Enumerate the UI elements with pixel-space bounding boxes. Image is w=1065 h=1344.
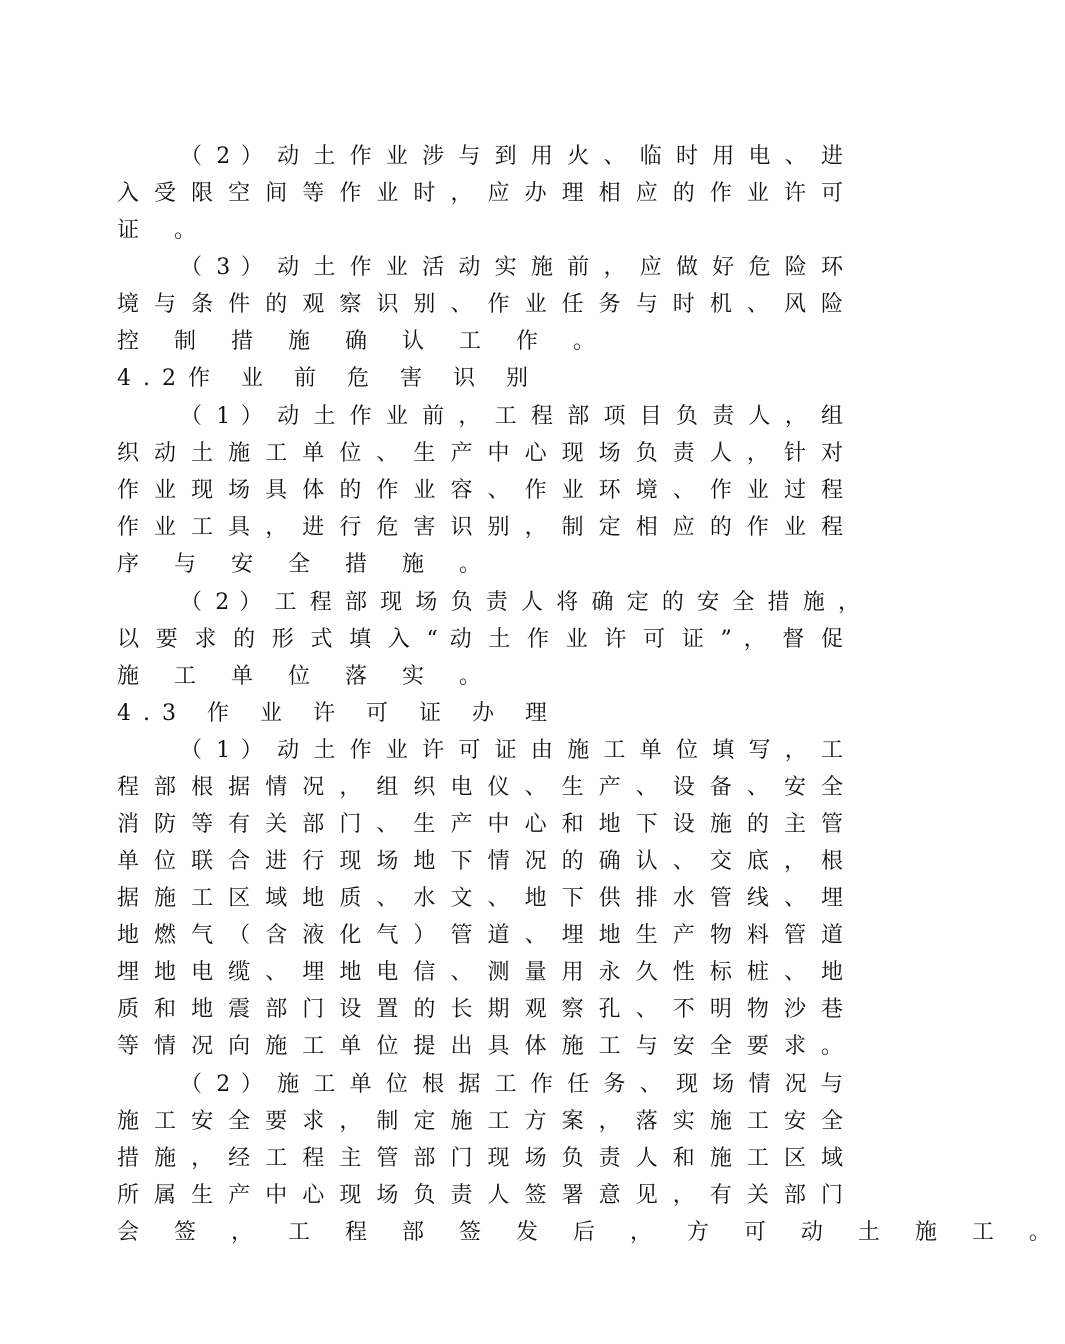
text-line: 施 工 单 位 落 实 。 [117, 664, 495, 689]
text-line: 等 情 况 向 施 工 单 位 提 出 具 体 施 工 与 安 全 要 求 。 [117, 1034, 843, 1059]
text-line: 据 施 工 区 域 地 质 、 水 文 、 地 下 供 排 水 管 线 、 埋 [117, 886, 843, 911]
text-line: 埋 地 电 缆 、 埋 地 电 信 、 测 量 用 永 久 性 标 桩 、 地 [117, 960, 843, 985]
text-line: 地 燃 气 （ 含 液 化 气 ） 管 道 、 埋 地 生 产 物 料 管 道 [117, 923, 843, 948]
text-line: 所 属 生 产 中 心 现 场 负 责 人 签 署 意 见 ， 有 关 部 门 [117, 1183, 843, 1208]
text-line: 入 受 限 空 间 等 作 业 时 ， 应 办 理 相 应 的 作 业 许 可 [117, 181, 843, 206]
text-line: 质 和 地 震 部 门 设 置 的 长 期 观 察 孔 、 不 明 物 沙 巷 [117, 997, 843, 1022]
text-line: （ 2 ） 施 工 单 位 根 据 工 作 任 务 、 现 场 情 况 与 [180, 1072, 843, 1097]
text-line: （ 1 ） 动 土 作 业 前 ， 工 程 部 项 目 负 责 人 ， 组 [180, 404, 843, 429]
section-heading: 4.3 作 业 许 可 证 办 理 [117, 701, 559, 726]
text-line: （ 3 ） 动 土 作 业 活 动 实 施 前 ， 应 做 好 危 险 环 [180, 255, 843, 280]
text-line: （ 1 ） 动 土 作 业 许 可 证 由 施 工 单 位 填 写 ， 工 [180, 738, 843, 763]
section-heading: 4.2作 业 前 危 害 识 别 [117, 366, 540, 391]
text-line: 织 动 土 施 工 单 位 、 生 产 中 心 现 场 负 责 人 ， 针 对 [117, 441, 843, 466]
text-line: （ 2 ） 动 土 作 业 涉 与 到 用 火 、 临 时 用 电 、 进 [180, 144, 843, 169]
text-line: 消 防 等 有 关 部 门 、 生 产 中 心 和 地 下 设 施 的 主 管 [117, 812, 843, 837]
text-line: 单 位 联 合 进 行 现 场 地 下 情 况 的 确 认 、 交 底 ， 根 [117, 849, 843, 874]
text-line: 措 施 ， 经 工 程 主 管 部 门 现 场 负 责 人 和 施 工 区 域 [117, 1146, 843, 1171]
text-line: 作 业 工 具 ， 进 行 危 害 识 别 ， 制 定 相 应 的 作 业 程 [117, 515, 843, 540]
text-line: 程 部 根 据 情 况 ， 组 织 电 仪 、 生 产 、 设 备 、 安 全 [117, 775, 843, 800]
text-line: 作 业 现 场 具 体 的 作 业 容 、 作 业 环 境 、 作 业 过 程 [117, 478, 843, 503]
text-line: 以 要 求 的 形 式 填 入 “ 动 土 作 业 许 可 证 ” ， 督 促 [117, 627, 843, 652]
text-line: 序 与 安 全 措 施 。 [117, 552, 495, 577]
text-line: （ 2 ） 工 程 部 现 场 负 责 人 将 确 定 的 安 全 措 施 ， [180, 590, 860, 615]
text-line: 境 与 条 件 的 观 察 识 别 、 作 业 任 务 与 时 机 、 风 险 [117, 292, 843, 317]
text-line: 证 。 [117, 218, 210, 243]
text-line: 控 制 措 施 确 认 工 作 。 [117, 329, 609, 354]
text-line: 施 工 安 全 要 求 ， 制 定 施 工 方 案 ， 落 实 施 工 安 全 [117, 1109, 843, 1134]
text-line: 会 签 ， 工 程 部 签 发 后 ， 方 可 动 土 施 工 。 [117, 1220, 1065, 1245]
